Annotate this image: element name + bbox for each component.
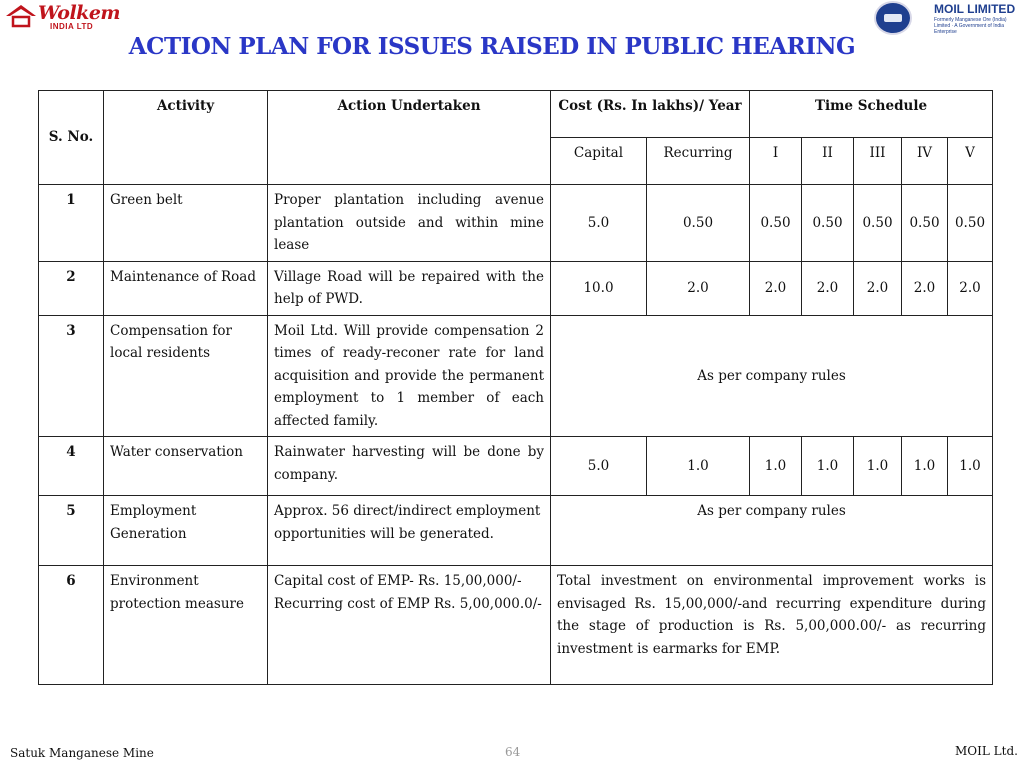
row-recurring: 2.0 — [647, 261, 750, 315]
row-year-4: 2.0 — [902, 261, 948, 315]
table-row — [39, 185, 993, 262]
table-row — [39, 315, 993, 437]
row-year-1: 0.50 — [750, 185, 802, 262]
row-year-3: 0.50 — [854, 185, 902, 262]
row-note: As per company rules — [551, 496, 993, 566]
row-activity: Water conservation — [104, 437, 268, 496]
row-year-5: 0.50 — [948, 185, 993, 262]
row-action: Approx. 56 direct/indirect employment opportunities will be generated. — [268, 496, 551, 566]
page-title: ACTION PLAN FOR ISSUES RAISED IN PUBLIC HEARING — [128, 33, 856, 60]
header-activity: Activity — [104, 91, 268, 185]
header-recurring: Recurring — [647, 138, 750, 185]
header-year-4: IV — [902, 138, 948, 185]
row-year-2: 1.0 — [802, 437, 854, 496]
footer-company: MOIL Ltd. — [955, 744, 1018, 758]
row-activity: Green belt — [104, 185, 268, 262]
moil-logo — [872, 0, 1024, 35]
row-year-3: 2.0 — [854, 261, 902, 315]
footer-mine-name: Satuk Manganese Mine — [10, 746, 154, 760]
header-schedule: Time Schedule — [750, 91, 993, 138]
row-sno: 1 — [39, 185, 104, 262]
wolkem-brand: Wolkem — [38, 2, 121, 24]
row-year-2: 2.0 — [802, 261, 854, 315]
row-sno: 2 — [39, 261, 104, 315]
header-year-2: II — [802, 138, 854, 185]
row-activity: Maintenance of Road — [104, 261, 268, 315]
table-row — [39, 261, 993, 315]
row-sno: 4 — [39, 437, 104, 496]
row-activity: Compensation for local residents — [104, 315, 268, 437]
header-year-5: V — [948, 138, 993, 185]
row-year-2: 0.50 — [802, 185, 854, 262]
action-plan-table — [38, 90, 993, 685]
house-logo-icon — [4, 2, 38, 30]
row-recurring: 1.0 — [647, 437, 750, 496]
row-year-4: 1.0 — [902, 437, 948, 496]
header-action: Action Undertaken — [268, 91, 551, 185]
row-action: Village Road will be repaired with the help of PWD. — [268, 261, 551, 315]
header-year-3: III — [854, 138, 902, 185]
row-sno: 5 — [39, 496, 104, 566]
row-note: Total investment on environmental improvement works is envisaged Rs. 15,00,000/-and recurring expenditure during the stage of production is Rs. 5,00,000.00/- as recurring investment is earmarks for EMP. — [551, 566, 993, 685]
row-sno: 3 — [39, 315, 104, 437]
row-action: Rainwater harvesting will be done by company. — [268, 437, 551, 496]
moil-logo-name: MOIL LIMITED — [934, 2, 1016, 16]
row-action: Proper plantation including avenue plantation outside and within mine lease — [268, 185, 551, 262]
row-capital: 10.0 — [551, 261, 647, 315]
row-year-3: 1.0 — [854, 437, 902, 496]
row-action: Moil Ltd. Will provide compensation 2 times of ready-reconer rate for land acquisition and provide the permanent employment to 1 member of each affected family. — [268, 315, 551, 437]
row-sno: 6 — [39, 566, 104, 685]
row-capital: 5.0 — [551, 185, 647, 262]
table-row — [39, 496, 993, 566]
header-capital: Capital — [551, 138, 647, 185]
table-row — [39, 437, 993, 496]
row-action: Capital cost of EMP- Rs. 15,00,000/- Recurring cost of EMP Rs. 5,00,000.0/- — [268, 566, 551, 685]
row-year-4: 0.50 — [902, 185, 948, 262]
wolkem-logo — [4, 2, 121, 32]
table-row — [39, 566, 993, 685]
row-activity: Employment Generation — [104, 496, 268, 566]
moil-emblem-icon — [874, 1, 912, 35]
row-year-1: 2.0 — [750, 261, 802, 315]
row-recurring: 0.50 — [647, 185, 750, 262]
page-number: 64 — [505, 745, 521, 759]
row-activity: Environment protection measure — [104, 566, 268, 685]
header-row — [39, 91, 993, 138]
row-capital: 5.0 — [551, 437, 647, 496]
header-year-1: I — [750, 138, 802, 185]
header-cost: Cost (Rs. In lakhs)/ Year — [551, 91, 750, 138]
wolkem-sub: INDIA LTD — [50, 22, 94, 31]
row-note: As per company rules — [551, 315, 993, 437]
row-year-1: 1.0 — [750, 437, 802, 496]
row-year-5: 2.0 — [948, 261, 993, 315]
moil-logo-tagline: Formerly Manganese Ore (India) Limited · A Government of India Enterprise — [934, 17, 1007, 35]
row-year-5: 1.0 — [948, 437, 993, 496]
header-sno: S. No. — [39, 91, 104, 185]
